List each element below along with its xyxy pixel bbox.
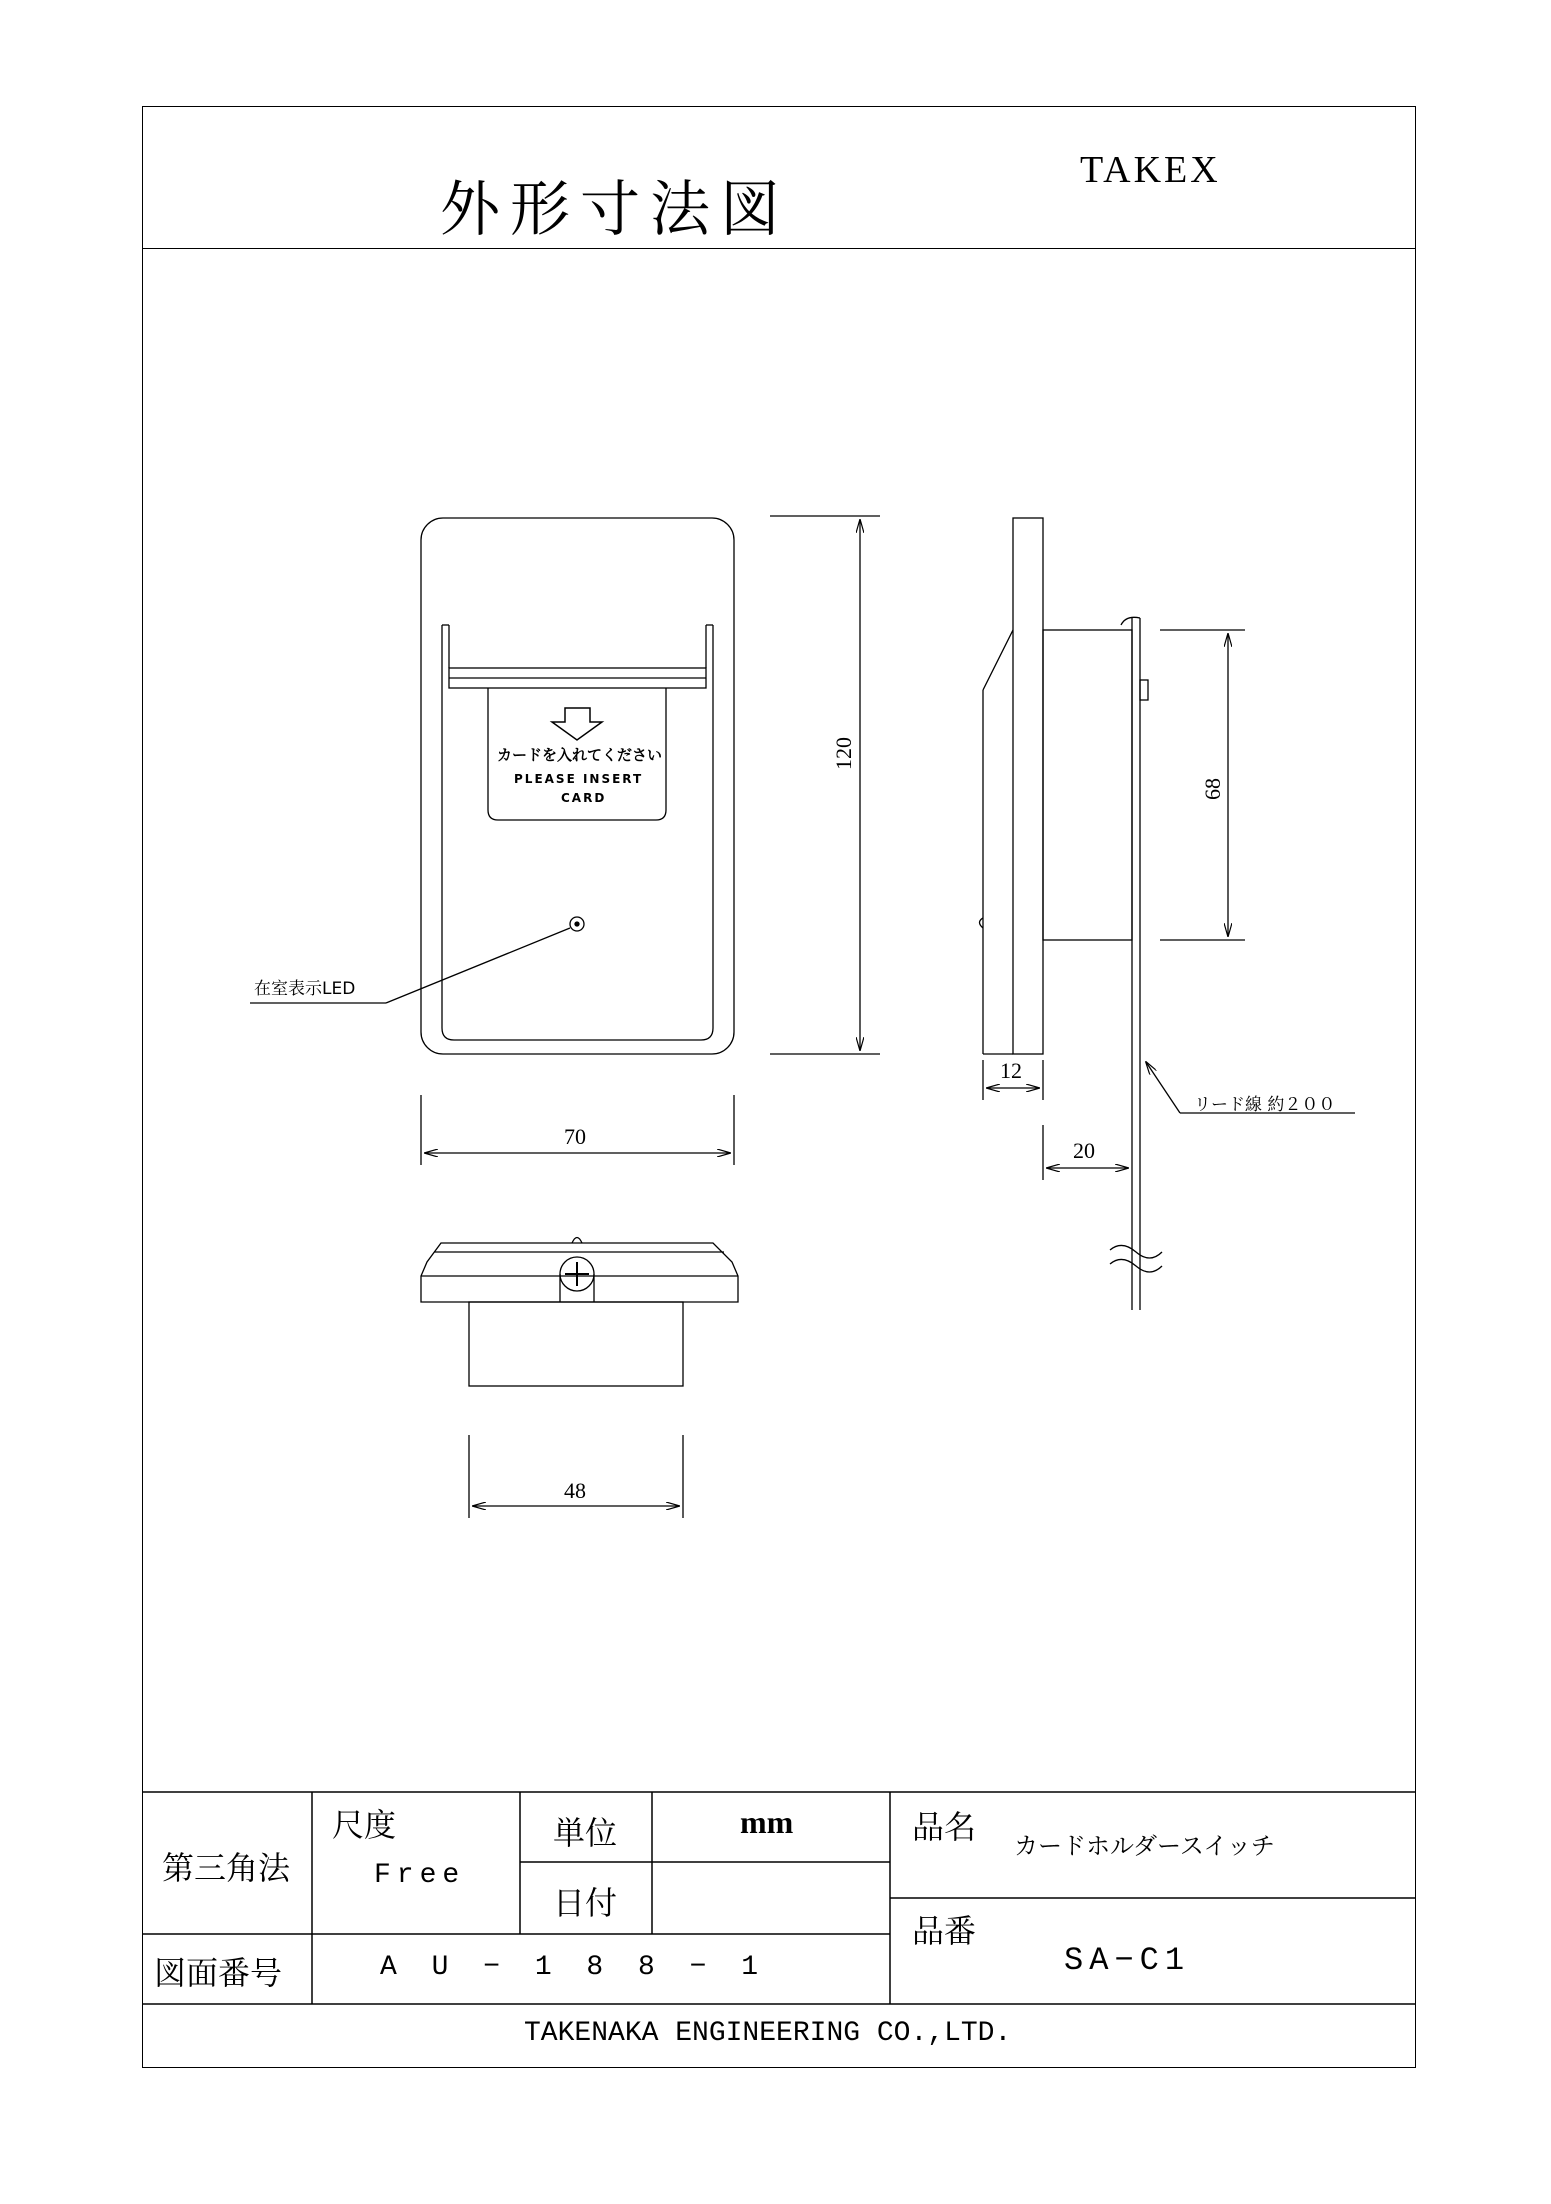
side-view: [980, 518, 1163, 1310]
dim-width-label: 70: [564, 1124, 586, 1149]
dimension-depth-48: [469, 1435, 683, 1518]
bottom-view: [421, 1238, 738, 1387]
card-label-en-1: PLEASE INSERT: [514, 772, 644, 786]
dim-height-label: 120: [831, 737, 856, 770]
scale-value: Free: [374, 1860, 466, 1891]
dim-side-offset-label: 20: [1073, 1138, 1095, 1163]
company-name: TAKENAKA ENGINEERING CO.,LTD.: [524, 2018, 1012, 2049]
product-code-label: 品番: [912, 1912, 977, 1950]
unit-label: 単位: [553, 1814, 618, 1852]
product-code-value: SA−C1: [1064, 1942, 1191, 1979]
dim-side-height-label: 68: [1200, 778, 1225, 800]
card-label-ja: カードを入れてください: [497, 746, 663, 764]
led-label: 在室表示LED: [254, 979, 356, 999]
lead-wire-label: リード線 約２００: [1194, 1095, 1336, 1115]
drawing-title: 外形寸法図: [440, 175, 790, 245]
date-label: 日付: [553, 1884, 618, 1922]
drawing-number-label: 図面番号: [154, 1954, 283, 1992]
dim-side-thickness-label: 12: [1000, 1058, 1022, 1083]
product-name-label: 品名: [912, 1808, 977, 1846]
scale-label: 尺度: [332, 1806, 397, 1844]
dim-depth-label: 48: [564, 1478, 586, 1503]
projection-label: 第三角法: [162, 1849, 291, 1887]
drawing-number-value: A U − 1 8 8 − 1: [380, 1952, 768, 1983]
product-name-value: カードホルダースイッチ: [1014, 1832, 1275, 1860]
card-label-en-2: CARD: [561, 791, 607, 805]
unit-value: mm: [740, 1804, 794, 1840]
brand-logo-text: TAKEX: [1080, 149, 1221, 191]
dimension-height-120: [770, 516, 880, 1054]
